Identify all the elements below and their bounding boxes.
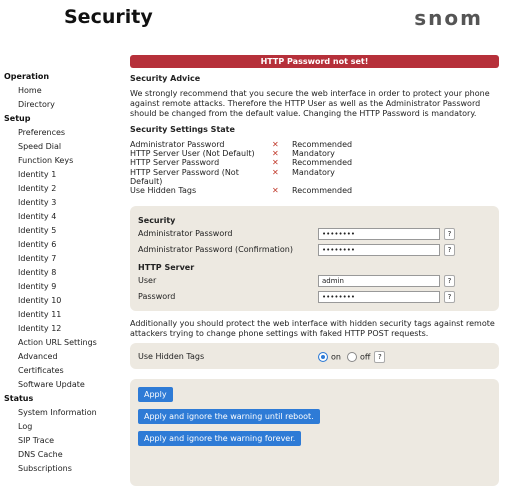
sidebar-item-subscriptions[interactable]: Subscriptions — [18, 464, 72, 473]
sidebar-item-dns-cache[interactable]: DNS Cache — [18, 450, 63, 459]
buttons-panel — [130, 379, 499, 486]
sidebar — [4, 70, 126, 476]
state-label: HTTP Server User (Not Default) — [130, 149, 255, 159]
hidden-tags-panel — [130, 343, 499, 369]
sidebar-item-identity-7[interactable]: Identity 7 — [18, 254, 57, 263]
security-panel — [130, 206, 499, 311]
help-button[interactable]: ? — [444, 228, 455, 240]
hidden-tags-text: Additionally you should protect the web interface with hidden security tags against remote attackers trying to change phone settings with faked HTTP POST requests. — [130, 319, 495, 339]
help-button[interactable]: ? — [444, 244, 455, 256]
sidebar-item-identity-10[interactable]: Identity 10 — [18, 296, 62, 305]
http-password-input[interactable]: •••••••• — [318, 291, 440, 303]
apply-ignore-forever-button[interactable]: Apply and ignore the warning forever. — [138, 431, 301, 446]
sidebar-item-directory[interactable]: Directory — [18, 100, 55, 109]
sidebar-section-status: Status — [4, 394, 34, 403]
state-row — [130, 149, 499, 158]
page-title: Security — [64, 6, 153, 28]
state-label: HTTP Server Password (Not Default) — [130, 167, 239, 186]
sidebar-item-identity-1[interactable]: Identity 1 — [18, 170, 57, 179]
sidebar-item-function-keys[interactable]: Function Keys — [18, 156, 74, 165]
security-heading: Security — [138, 216, 176, 226]
state-label: HTTP Server Password — [130, 158, 220, 168]
state-list — [130, 140, 499, 195]
hidden-tags-off[interactable] — [347, 352, 370, 362]
sidebar-item-home[interactable]: Home — [18, 86, 42, 95]
http-user-input[interactable]: admin — [318, 275, 440, 287]
sidebar-item-log[interactable]: Log — [18, 422, 33, 431]
state-status: Recommended — [292, 158, 353, 168]
sidebar-item-advanced[interactable]: Advanced — [18, 352, 58, 361]
state-label: Use Hidden Tags — [130, 186, 197, 196]
sidebar-item-software-update[interactable]: Software Update — [18, 380, 85, 389]
hidden-tags-on[interactable] — [318, 352, 341, 362]
admin-password-confirm-label: Administrator Password (Confirmation) — [138, 245, 293, 255]
cross-icon: ✕ — [272, 149, 279, 159]
cross-icon: ✕ — [272, 167, 279, 177]
state-status: Mandatory — [292, 167, 335, 177]
radio-off-label: off — [359, 352, 371, 362]
state-row — [130, 158, 499, 167]
state-label: Administrator Password — [130, 140, 225, 149]
hidden-tags-label: Use Hidden Tags — [138, 352, 205, 362]
sidebar-item-identity-2[interactable]: Identity 2 — [18, 184, 57, 193]
sidebar-item-speed-dial[interactable]: Speed Dial — [18, 142, 62, 151]
cross-icon: ✕ — [272, 158, 279, 168]
sidebar-item-action-url-settings[interactable]: Action URL Settings — [18, 338, 97, 347]
help-button[interactable]: ? — [444, 275, 455, 287]
state-row — [130, 168, 499, 186]
sidebar-item-identity-3[interactable]: Identity 3 — [18, 198, 57, 207]
admin-password-row — [138, 226, 491, 241]
state-status: Mandatory — [292, 149, 335, 159]
sidebar-item-identity-6[interactable]: Identity 6 — [18, 240, 57, 249]
sidebar-section-setup: Setup — [4, 114, 31, 123]
sidebar-item-identity-4[interactable]: Identity 4 — [18, 212, 57, 221]
sidebar-item-identity-9[interactable]: Identity 9 — [18, 282, 57, 291]
sidebar-item-certificates[interactable]: Certificates — [18, 366, 64, 375]
warning-banner: HTTP Password not set! — [130, 55, 499, 68]
cross-icon: ✕ — [272, 186, 279, 196]
help-button[interactable]: ? — [444, 291, 455, 303]
http-user-label: User — [138, 276, 157, 286]
sidebar-item-identity-8[interactable]: Identity 8 — [18, 268, 57, 277]
http-password-label: Password — [138, 292, 176, 302]
http-server-heading: HTTP Server — [138, 263, 195, 273]
sidebar-item-identity-11[interactable]: Identity 11 — [18, 310, 62, 319]
http-password-row — [138, 289, 491, 304]
sidebar-section-operation: Operation — [4, 72, 50, 81]
state-row — [130, 186, 499, 195]
state-row — [130, 140, 499, 149]
sidebar-item-identity-12[interactable]: Identity 12 — [18, 324, 62, 333]
sidebar-item-sip-trace[interactable]: SIP Trace — [18, 436, 55, 445]
sidebar-item-preferences[interactable]: Preferences — [18, 128, 66, 137]
radio-on[interactable] — [318, 352, 328, 362]
admin-password-confirm-row — [138, 242, 491, 257]
advice-text: We strongly recommend that you secure the web interface in order to protect your phone against remote attacks. Therefore the HTTP User as well as the Administrator Password should be changed from the default value. Changing the HTTP Password is mandatory. — [130, 89, 490, 118]
sidebar-item-identity-5[interactable]: Identity 5 — [18, 226, 57, 235]
radio-on-label: on — [331, 352, 341, 362]
main-content — [130, 55, 499, 486]
hidden-tags-row — [138, 349, 491, 364]
apply-button[interactable]: Apply — [138, 387, 173, 402]
admin-password-label: Administrator Password — [138, 229, 233, 239]
state-status: Recommended — [292, 140, 353, 149]
state-heading: Security Settings State — [130, 125, 235, 134]
radio-off[interactable] — [347, 352, 357, 362]
cross-icon: ✕ — [272, 140, 279, 149]
state-status: Recommended — [292, 186, 353, 196]
help-button[interactable]: ? — [374, 351, 385, 363]
sidebar-item-system-information[interactable]: System Information — [18, 408, 97, 417]
snom-logo: snom — [414, 6, 483, 30]
advice-heading: Security Advice — [130, 74, 201, 83]
admin-password-input[interactable]: •••••••• — [318, 228, 440, 240]
http-user-row — [138, 273, 491, 288]
apply-ignore-reboot-button[interactable]: Apply and ignore the warning until reboot. — [138, 409, 320, 424]
admin-password-confirm-input[interactable]: •••••••• — [318, 244, 440, 256]
